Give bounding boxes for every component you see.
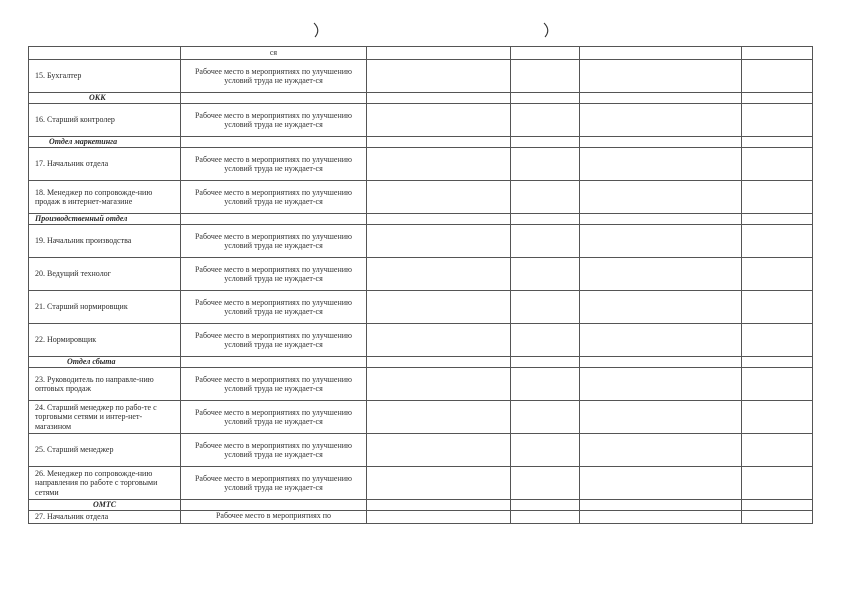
- position-name: 17. Начальник отдела: [29, 148, 181, 181]
- measures-note: Рабочее место в мероприятиях по улучшению условий труда не нуждает-ся: [181, 401, 367, 434]
- empty-cell: [367, 225, 511, 258]
- empty-cell: [511, 104, 580, 137]
- empty-cell: [367, 434, 511, 467]
- empty-cell: [580, 181, 742, 214]
- empty-cell: [580, 93, 742, 104]
- measures-note: Рабочее место в мероприятиях по улучшению условий труда не нуждает-ся: [181, 104, 367, 137]
- section-title: Отдел маркетинга: [29, 137, 181, 148]
- empty-cell: [367, 181, 511, 214]
- empty-cell: [742, 137, 813, 148]
- measures-note: Рабочее место в мероприятиях по улучшению условий труда не нуждает-ся: [181, 291, 367, 324]
- empty-cell: [511, 225, 580, 258]
- section-row: [29, 214, 813, 225]
- measures-note: Рабочее место в мероприятиях по улучшению условий труда не нуждает-ся: [181, 148, 367, 181]
- table-row: [29, 225, 813, 258]
- empty-cell: [367, 214, 511, 225]
- empty-cell: [367, 511, 511, 524]
- empty-cell: [181, 214, 367, 225]
- empty-cell: [580, 434, 742, 467]
- empty-cell: [742, 225, 813, 258]
- empty-cell: [580, 47, 742, 60]
- empty-cell: [742, 47, 813, 60]
- position-name: 15. Бухгалтер: [29, 60, 181, 93]
- empty-cell: [367, 291, 511, 324]
- measures-note: Рабочее место в мероприятиях по улучшению условий труда не нуждает-ся: [181, 225, 367, 258]
- empty-cell: [580, 467, 742, 500]
- empty-cell: [742, 104, 813, 137]
- empty-cell: [511, 291, 580, 324]
- position-name: [29, 47, 181, 60]
- measures-note: Рабочее место в мероприятиях по улучшению условий труда не нуждает-ся: [181, 181, 367, 214]
- table-row: [29, 181, 813, 214]
- empty-cell: [742, 258, 813, 291]
- empty-cell: [580, 511, 742, 524]
- empty-cell: [511, 467, 580, 500]
- position-name: 19. Начальник производства: [29, 225, 181, 258]
- position-name: 18. Менеджер по сопровожде-нию продаж в интернет-магазине: [29, 181, 181, 214]
- empty-cell: [742, 401, 813, 434]
- empty-cell: [367, 47, 511, 60]
- empty-cell: [742, 93, 813, 104]
- empty-cell: [181, 93, 367, 104]
- table-row: [29, 467, 813, 500]
- empty-cell: [367, 104, 511, 137]
- empty-cell: [367, 500, 511, 511]
- empty-cell: [511, 47, 580, 60]
- empty-cell: [742, 500, 813, 511]
- empty-cell: [580, 500, 742, 511]
- empty-cell: [511, 368, 580, 401]
- position-name: 22. Нормировщик: [29, 324, 181, 357]
- table-row: [29, 291, 813, 324]
- empty-cell: [742, 357, 813, 368]
- empty-cell: [580, 214, 742, 225]
- measures-note: Рабочее место в мероприятиях по улучшению условий труда не нуждает-ся: [181, 434, 367, 467]
- table-row: [29, 324, 813, 357]
- empty-cell: [511, 181, 580, 214]
- section-row: [29, 500, 813, 511]
- empty-cell: [511, 357, 580, 368]
- empty-cell: [580, 291, 742, 324]
- empty-cell: [367, 324, 511, 357]
- section-row: [29, 137, 813, 148]
- empty-cell: [367, 357, 511, 368]
- section-title: ОМТС: [29, 500, 181, 511]
- measures-note: Рабочее место в мероприятиях по улучшению условий труда не нуждает-ся: [181, 324, 367, 357]
- empty-cell: [511, 137, 580, 148]
- empty-cell: [580, 60, 742, 93]
- empty-cell: [742, 368, 813, 401]
- position-name: 23. Руководитель по направле-нию оптовых продаж: [29, 368, 181, 401]
- empty-cell: [742, 511, 813, 524]
- empty-cell: [511, 214, 580, 225]
- table-row: [29, 511, 813, 524]
- empty-cell: [367, 258, 511, 291]
- empty-cell: [742, 148, 813, 181]
- empty-cell: [742, 434, 813, 467]
- empty-cell: [742, 291, 813, 324]
- empty-cell: [742, 60, 813, 93]
- empty-cell: [580, 401, 742, 434]
- empty-cell: [511, 258, 580, 291]
- position-name: 26. Менеджер по сопровожде-нию направления по работе с торговыми сетями: [29, 467, 181, 500]
- section-title: Производственный отдел: [29, 214, 181, 225]
- measures-note: Рабочее место в мероприятиях по улучшению условий труда не нуждает-ся: [181, 368, 367, 401]
- empty-cell: [511, 324, 580, 357]
- empty-cell: [511, 511, 580, 524]
- empty-cell: [511, 434, 580, 467]
- punch-hole-mark-left: [312, 22, 322, 38]
- measures-note: ся: [181, 47, 367, 60]
- empty-cell: [511, 93, 580, 104]
- empty-cell: [580, 148, 742, 181]
- empty-cell: [367, 401, 511, 434]
- empty-cell: [580, 357, 742, 368]
- empty-cell: [742, 467, 813, 500]
- section-row: [29, 93, 813, 104]
- empty-cell: [580, 258, 742, 291]
- table-row: [29, 258, 813, 291]
- empty-cell: [742, 214, 813, 225]
- section-title: Отдел сбыта: [29, 357, 181, 368]
- empty-cell: [742, 181, 813, 214]
- empty-cell: [580, 225, 742, 258]
- empty-cell: [580, 324, 742, 357]
- position-name: 25. Старший менеджер: [29, 434, 181, 467]
- table-row: [29, 60, 813, 93]
- section-row: [29, 357, 813, 368]
- section-title: ОКК: [29, 93, 181, 104]
- empty-cell: [181, 500, 367, 511]
- table-row: [29, 47, 813, 60]
- measures-note: Рабочее место в мероприятиях по улучшению условий труда не нуждает-ся: [181, 467, 367, 500]
- empty-cell: [367, 368, 511, 401]
- table-row: [29, 104, 813, 137]
- empty-cell: [580, 368, 742, 401]
- empty-cell: [742, 324, 813, 357]
- empty-cell: [511, 500, 580, 511]
- table-row: [29, 434, 813, 467]
- punch-hole-mark-right: [542, 22, 552, 38]
- empty-cell: [181, 357, 367, 368]
- table-row: [29, 148, 813, 181]
- position-name: 24. Старший менеджер по рабо-те с торговыми сетями и интер-нет-магазином: [29, 401, 181, 434]
- empty-cell: [511, 148, 580, 181]
- empty-cell: [580, 137, 742, 148]
- measures-note: Рабочее место в мероприятиях по улучшению условий труда не нуждает-ся: [181, 60, 367, 93]
- empty-cell: [511, 60, 580, 93]
- position-name: 20. Ведущий технолог: [29, 258, 181, 291]
- empty-cell: [367, 467, 511, 500]
- table-row: [29, 368, 813, 401]
- measures-note: Рабочее место в мероприятиях по улучшению условий труда не нуждает-ся: [181, 258, 367, 291]
- empty-cell: [367, 137, 511, 148]
- empty-cell: [580, 104, 742, 137]
- empty-cell: [511, 401, 580, 434]
- table-row: [29, 401, 813, 434]
- measures-note: Рабочее место в мероприятиях по: [181, 511, 367, 524]
- empty-cell: [367, 93, 511, 104]
- empty-cell: [367, 148, 511, 181]
- position-name: 27. Начальник отдела: [29, 511, 181, 524]
- position-name: 21. Старший нормировщик: [29, 291, 181, 324]
- empty-cell: [367, 60, 511, 93]
- empty-cell: [181, 137, 367, 148]
- position-name: 16. Старший контролер: [29, 104, 181, 137]
- workplace-measures-table: [28, 46, 813, 524]
